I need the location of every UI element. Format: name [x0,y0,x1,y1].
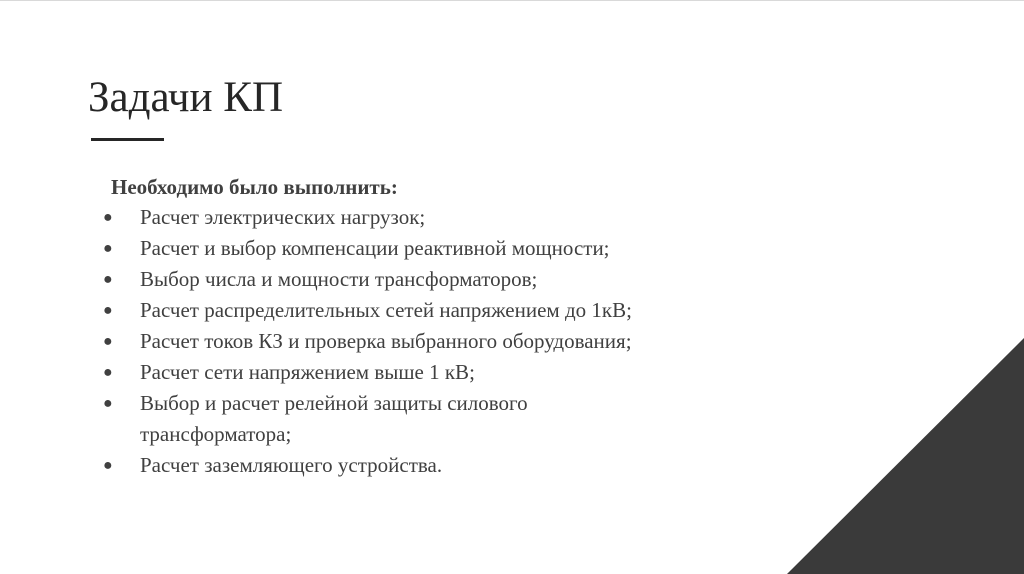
task-text: Расчет электрических нагрузок; [140,205,426,229]
task-text: Расчет заземляющего устройства. [140,453,443,477]
list-item [103,388,640,450]
bullet-icon: ● [103,457,113,474]
bullet-icon: ● [103,240,113,257]
list-item [103,233,760,264]
intro-text: Необходимо было выполнить: [111,175,398,199]
list-item [103,326,760,357]
task-text: Расчет и выбор компенсации реактивной мощности; [140,236,610,260]
task-list [103,202,760,481]
bullet-icon: ● [103,302,113,319]
task-text: Выбор числа и мощности трансформаторов; [140,267,538,291]
title-underline [91,138,164,141]
slide-title: Задачи КП [88,74,283,121]
bullet-icon: ● [103,364,113,381]
task-text: Выбор и расчет релейной защиты силового трансформатора; [140,391,528,446]
list-item [103,202,760,233]
task-text: Расчет распределительных сетей напряжением до 1кВ; [140,298,632,322]
bullet-icon: ● [103,209,113,226]
bullet-icon: ● [103,333,113,350]
bullet-icon: ● [103,271,113,288]
list-item [103,357,760,388]
list-item [103,295,760,326]
task-text: Расчет токов КЗ и проверка выбранного оборудования; [140,329,632,353]
list-item [103,450,760,481]
task-text: Расчет сети напряжением выше 1 кВ; [140,360,475,384]
list-item [103,264,760,295]
bullet-icon: ● [103,395,113,412]
